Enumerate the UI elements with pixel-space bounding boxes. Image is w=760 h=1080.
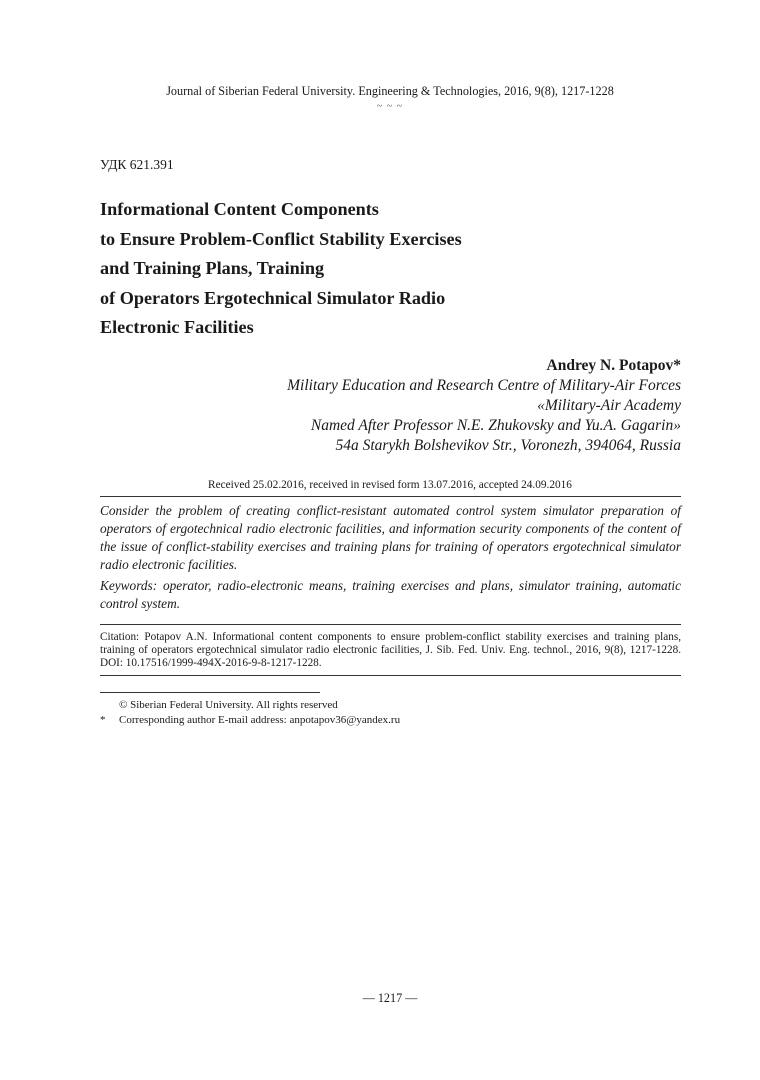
divider [100, 496, 681, 497]
title-line: and Training Plans, Training [100, 258, 325, 278]
footnote-divider [100, 692, 320, 693]
journal-header: Journal of Siberian Federal University. Engineering & Technologies, 2016, 9(8), 1217-1228 [166, 84, 614, 98]
title-line: Electronic Facilities [100, 317, 254, 337]
footnote-marker: * [100, 714, 106, 726]
title-line: of Operators Ergotechnical Simulator Radio [100, 287, 446, 308]
keywords: Keywords: operator, radio-electronic means, training exercises and plans, simulator training, automatic control system. [100, 578, 681, 611]
abstract: Consider the problem of creating conflict-resistant automated control system simulator preparation of operators of ergotechnical radio electronic facilities, and information security components of the content of the issue of conflict-stability exercises and training plans for training of operators ergotechnical simulator radio electronic facilities. [100, 503, 681, 572]
divider [100, 675, 681, 676]
author-block [200, 356, 681, 456]
corresponding-author-footnote: Corresponding author E-mail address: anpotapov36@yandex.ru [119, 714, 401, 726]
received-dates: Received 25.02.2016, received in revised form 13.07.2016, accepted 24.09.2016 [208, 479, 572, 491]
divider [100, 624, 681, 625]
citation: Citation: Potapov A.N. Informational content components to ensure problem-conflict stability exercises and training plans, training of operators ergotechnical simulator radio electronic facilities, J. Sib. Fed. Univ. Eng. technol., 2016, 9(8), 1217-1228. DOI: 10.17516/1999-494X-2016-9-8-1217-1228. [100, 631, 681, 669]
title-line: Informational Content Components [100, 199, 379, 219]
header-ornament: ~ ~ ~ [376, 101, 404, 112]
article-title [100, 195, 660, 343]
affiliation-line: Military Education and Research Centre of Military-Air Forces [287, 377, 681, 394]
affiliation-line: «Military-Air Academy [537, 397, 681, 414]
affiliation-line: 54a Starykh Bolshevikov Str., Voronezh, 394064, Russia [335, 437, 681, 454]
copyright-footnote: © Siberian Federal University. All rights reserved [119, 699, 338, 711]
affiliation-line: Named After Professor N.E. Zhukovsky and Yu.A. Gagarin» [310, 417, 681, 434]
title-line: to Ensure Problem-Conflict Stability Exercises [100, 228, 462, 249]
page-number: — 1217 — [362, 991, 418, 1005]
author-name: Andrey N. Potapov* [546, 357, 681, 374]
udk-code: УДК 621.391 [100, 157, 174, 172]
